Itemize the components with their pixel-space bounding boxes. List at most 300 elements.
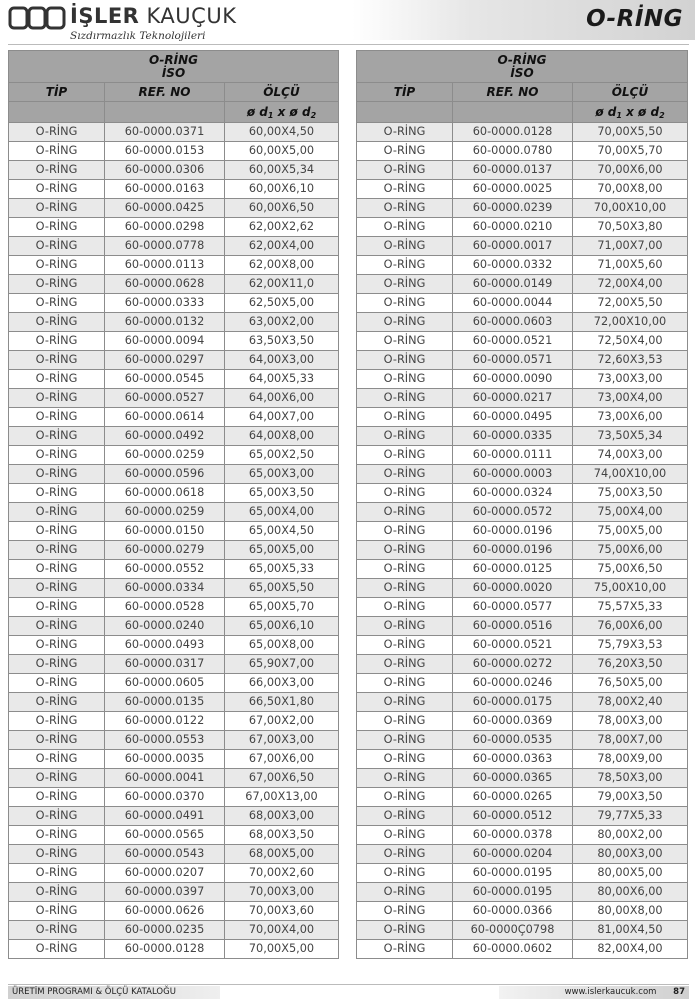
cell-type: O-RİNG (9, 845, 105, 864)
oring-table-left (8, 50, 339, 959)
cell-ref-no: 60-0000.0371 (105, 123, 225, 142)
table-row (9, 275, 339, 294)
cell-type: O-RİNG (357, 902, 453, 921)
page-title: O-RİNG (586, 6, 683, 32)
cell-type: O-RİNG (9, 123, 105, 142)
cell-size: 63,00X2,00 (225, 313, 339, 332)
table-row (357, 465, 688, 484)
cell-size: 75,79X3,53 (573, 636, 688, 655)
cell-type: O-RİNG (357, 275, 453, 294)
cell-type: O-RİNG (357, 655, 453, 674)
cell-type: O-RİNG (9, 180, 105, 199)
cell-size: 80,00X2,00 (573, 826, 688, 845)
cell-ref-no: 60-0000.0495 (453, 408, 573, 427)
table-row (9, 617, 339, 636)
column-header-ref: REF. NO (105, 83, 225, 102)
table-row (9, 845, 339, 864)
cell-ref-no: 60-0000.0565 (105, 826, 225, 845)
cell-size: 67,00X6,50 (225, 769, 339, 788)
website-link[interactable]: www.islerkaucuk.com (564, 987, 657, 997)
cell-ref-no: 60-0000.0628 (105, 275, 225, 294)
cell-type: O-RİNG (9, 902, 105, 921)
cell-ref-no: 60-0000.0128 (105, 940, 225, 959)
cell-ref-no: 60-0000.0535 (453, 731, 573, 750)
cell-type: O-RİNG (357, 199, 453, 218)
cell-ref-no: 60-0000.0149 (453, 275, 573, 294)
cell-ref-no: 60-0000.0365 (453, 769, 573, 788)
cell-type: O-RİNG (9, 940, 105, 959)
cell-size: 63,50X3,50 (225, 332, 339, 351)
cell-size: 72,00X10,00 (573, 313, 688, 332)
cell-type: O-RİNG (357, 484, 453, 503)
cell-size: 75,00X6,50 (573, 560, 688, 579)
cell-ref-no: 60-0000.0366 (453, 902, 573, 921)
cell-ref-no: 60-0000.0044 (453, 294, 573, 313)
cell-type: O-RİNG (357, 427, 453, 446)
cell-type: O-RİNG (9, 883, 105, 902)
cell-size: 68,00X5,00 (225, 845, 339, 864)
column-header-size: ÖLÇÜ (225, 83, 339, 102)
cell-type: O-RİNG (9, 674, 105, 693)
table-row (9, 522, 339, 541)
table-row (9, 142, 339, 161)
table-row (357, 902, 688, 921)
cell-size: 62,00X8,00 (225, 256, 339, 275)
cell-type: O-RİNG (357, 332, 453, 351)
cell-size: 78,50X3,00 (573, 769, 688, 788)
cell-ref-no: 60-0000.0596 (105, 465, 225, 484)
cell-ref-no: 60-0000.0094 (105, 332, 225, 351)
brand-logo (8, 4, 328, 44)
table-row (9, 256, 339, 275)
table-row (9, 693, 339, 712)
cell-ref-no: 60-0000.0493 (105, 636, 225, 655)
table-row (9, 883, 339, 902)
cell-type: O-RİNG (357, 351, 453, 370)
table-row (357, 503, 688, 522)
cell-ref-no: 60-0000.0370 (105, 788, 225, 807)
cell-type: O-RİNG (357, 313, 453, 332)
cell-ref-no: 60-0000.0626 (105, 902, 225, 921)
table-row (9, 807, 339, 826)
cell-ref-no: 60-0000.0239 (453, 199, 573, 218)
cell-ref-no: 60-0000.0035 (105, 750, 225, 769)
cell-type: O-RİNG (357, 465, 453, 484)
cell-type: O-RİNG (357, 522, 453, 541)
table-row (9, 351, 339, 370)
cell-size: 60,00X5,00 (225, 142, 339, 161)
table-row (9, 427, 339, 446)
cell-ref-no: 60-0000.0297 (105, 351, 225, 370)
cell-type: O-RİNG (9, 313, 105, 332)
cell-type: O-RİNG (9, 351, 105, 370)
cell-type: O-RİNG (9, 199, 105, 218)
cell-ref-no: 60-0000.0335 (453, 427, 573, 446)
cell-ref-no: 60-0000.0259 (105, 503, 225, 522)
table-row (357, 636, 688, 655)
header-divider (8, 44, 689, 45)
table-row (9, 408, 339, 427)
column-header-size: ÖLÇÜ (573, 83, 688, 102)
size-formula: ø $d_1$ x ø $d_2$ (225, 102, 339, 123)
cell-ref-no: 60-0000.0553 (105, 731, 225, 750)
table-row (9, 199, 339, 218)
cell-ref-no: 60-0000.0163 (105, 180, 225, 199)
cell-ref-no: 60-0000.0333 (105, 294, 225, 313)
cell-ref-no: 60-0000.0552 (105, 560, 225, 579)
title-band (352, 0, 695, 40)
cell-type: O-RİNG (357, 864, 453, 883)
table-row (357, 389, 688, 408)
cell-type: O-RİNG (9, 769, 105, 788)
cell-ref-no: 60-0000.0003 (453, 465, 573, 484)
cell-ref-no: 60-0000.0196 (453, 522, 573, 541)
cell-ref-no: 60-0000.0204 (453, 845, 573, 864)
table-row (9, 750, 339, 769)
cell-ref-no: 60-0000.0491 (105, 807, 225, 826)
cell-type: O-RİNG (357, 560, 453, 579)
table-row (357, 332, 688, 351)
cell-ref-no: 60-0000.0298 (105, 218, 225, 237)
cell-size: 64,00X3,00 (225, 351, 339, 370)
blank-header-cell (357, 102, 453, 123)
table-row (357, 313, 688, 332)
cell-type: O-RİNG (357, 693, 453, 712)
cell-size: 67,00X13,00 (225, 788, 339, 807)
table-row (357, 655, 688, 674)
cell-size: 70,00X3,60 (225, 902, 339, 921)
table-row (9, 598, 339, 617)
cell-size: 65,90X7,00 (225, 655, 339, 674)
cell-size: 65,00X8,00 (225, 636, 339, 655)
cell-size: 79,77X5,33 (573, 807, 688, 826)
cell-size: 82,00X4,00 (573, 940, 688, 959)
cell-size: 75,00X3,50 (573, 484, 688, 503)
table-row (9, 902, 339, 921)
cell-type: O-RİNG (357, 731, 453, 750)
table-row (357, 731, 688, 750)
cell-type: O-RİNG (357, 826, 453, 845)
cell-type: O-RİNG (9, 465, 105, 484)
cell-size: 73,00X3,00 (573, 370, 688, 389)
cell-type: O-RİNG (357, 617, 453, 636)
cell-size: 70,00X4,00 (225, 921, 339, 940)
cell-ref-no: 60-0000.0332 (453, 256, 573, 275)
cell-ref-no: 60-0000.0572 (453, 503, 573, 522)
footer-info (499, 986, 689, 999)
table-row (9, 161, 339, 180)
cell-ref-no: 60-0000.0543 (105, 845, 225, 864)
cell-ref-no: 60-0000.0614 (105, 408, 225, 427)
cell-type: O-RİNG (357, 845, 453, 864)
cell-ref-no: 60-0000.0397 (105, 883, 225, 902)
cell-size: 70,00X8,00 (573, 180, 688, 199)
cell-size: 64,00X8,00 (225, 427, 339, 446)
table-row (357, 484, 688, 503)
table-row (357, 845, 688, 864)
cell-ref-no: 60-0000.0516 (453, 617, 573, 636)
cell-ref-no: 60-0000.0259 (105, 446, 225, 465)
cell-type: O-RİNG (9, 541, 105, 560)
table-row (9, 218, 339, 237)
table-row (9, 864, 339, 883)
brand-tagline: Sızdırmazlık Teknolojileri (70, 30, 206, 42)
table-row (357, 446, 688, 465)
table-row (9, 503, 339, 522)
page-number: 87 (673, 987, 685, 997)
cell-type: O-RİNG (357, 598, 453, 617)
cell-size: 72,50X4,00 (573, 332, 688, 351)
cell-ref-no: 60-0000Ç0798 (453, 921, 573, 940)
cell-size: 75,00X10,00 (573, 579, 688, 598)
table-row (357, 940, 688, 959)
cell-ref-no: 60-0000.0527 (105, 389, 225, 408)
cell-type: O-RİNG (357, 142, 453, 161)
table-row (357, 674, 688, 693)
cell-type: O-RİNG (9, 693, 105, 712)
table-row (9, 731, 339, 750)
cell-type: O-RİNG (9, 617, 105, 636)
table-row (357, 180, 688, 199)
cell-ref-no: 60-0000.0778 (105, 237, 225, 256)
table-row (357, 199, 688, 218)
cell-size: 70,00X3,00 (225, 883, 339, 902)
footer-divider (8, 984, 689, 985)
cell-type: O-RİNG (357, 579, 453, 598)
cell-type: O-RİNG (9, 731, 105, 750)
cell-size: 70,00X2,60 (225, 864, 339, 883)
cell-ref-no: 60-0000.0545 (105, 370, 225, 389)
cell-size: 70,00X5,70 (573, 142, 688, 161)
cell-type: O-RİNG (9, 275, 105, 294)
table-row (357, 750, 688, 769)
cell-size: 60,00X6,10 (225, 180, 339, 199)
cell-type: O-RİNG (9, 522, 105, 541)
cell-ref-no: 60-0000.0334 (105, 579, 225, 598)
table-row (9, 446, 339, 465)
cell-ref-no: 60-0000.0363 (453, 750, 573, 769)
table-row (9, 465, 339, 484)
table-row (357, 617, 688, 636)
cell-ref-no: 60-0000.0246 (453, 674, 573, 693)
cell-ref-no: 60-0000.0020 (453, 579, 573, 598)
table-row (357, 142, 688, 161)
cell-type: O-RİNG (357, 807, 453, 826)
table-row (357, 294, 688, 313)
table-row (9, 389, 339, 408)
cell-size: 67,00X3,00 (225, 731, 339, 750)
cell-size: 81,00X4,50 (573, 921, 688, 940)
table-row (9, 237, 339, 256)
cell-type: O-RİNG (357, 123, 453, 142)
table-row (9, 560, 339, 579)
cell-size: 62,00X4,00 (225, 237, 339, 256)
cell-ref-no: 60-0000.0265 (453, 788, 573, 807)
cell-type: O-RİNG (9, 750, 105, 769)
cell-ref-no: 60-0000.0317 (105, 655, 225, 674)
cell-type: O-RİNG (357, 218, 453, 237)
table-row (9, 826, 339, 845)
cell-type: O-RİNG (9, 218, 105, 237)
cell-size: 65,00X3,00 (225, 465, 339, 484)
cell-size: 71,00X5,60 (573, 256, 688, 275)
cell-size: 80,00X5,00 (573, 864, 688, 883)
table-row (357, 256, 688, 275)
cell-ref-no: 60-0000.0324 (453, 484, 573, 503)
cell-ref-no: 60-0000.0618 (105, 484, 225, 503)
cell-ref-no: 60-0000.0571 (453, 351, 573, 370)
cell-ref-no: 60-0000.0425 (105, 199, 225, 218)
cell-size: 64,00X5,33 (225, 370, 339, 389)
cell-type: O-RİNG (357, 541, 453, 560)
cell-ref-no: 60-0000.0195 (453, 883, 573, 902)
cell-size: 73,50X5,34 (573, 427, 688, 446)
cell-ref-no: 60-0000.0210 (453, 218, 573, 237)
table-row (9, 332, 339, 351)
cell-size: 75,57X5,33 (573, 598, 688, 617)
cell-size: 66,00X3,00 (225, 674, 339, 693)
cell-size: 67,00X6,00 (225, 750, 339, 769)
table-row (357, 522, 688, 541)
table-row (357, 560, 688, 579)
table-row (357, 123, 688, 142)
cell-type: O-RİNG (9, 655, 105, 674)
column-header-ref: REF. NO (453, 83, 573, 102)
cell-size: 65,00X5,00 (225, 541, 339, 560)
cell-type: O-RİNG (357, 256, 453, 275)
cell-size: 60,00X6,50 (225, 199, 339, 218)
cell-ref-no: 60-0000.0605 (105, 674, 225, 693)
table-title: O-RİNG İSO (357, 51, 688, 83)
cell-ref-no: 60-0000.0306 (105, 161, 225, 180)
table-row (9, 769, 339, 788)
cell-type: O-RİNG (357, 503, 453, 522)
cell-type: O-RİNG (9, 598, 105, 617)
blank-header-cell (453, 102, 573, 123)
cell-type: O-RİNG (357, 237, 453, 256)
cell-type: O-RİNG (9, 389, 105, 408)
cell-ref-no: 60-0000.0272 (453, 655, 573, 674)
cell-type: O-RİNG (9, 560, 105, 579)
table-row (357, 161, 688, 180)
cell-size: 72,00X5,50 (573, 294, 688, 313)
cell-size: 74,00X3,00 (573, 446, 688, 465)
cell-size: 80,00X8,00 (573, 902, 688, 921)
cell-size: 62,50X5,00 (225, 294, 339, 313)
blank-header-cell (9, 102, 105, 123)
table-row (9, 921, 339, 940)
table-row (357, 807, 688, 826)
cell-ref-no: 60-0000.0025 (453, 180, 573, 199)
cell-type: O-RİNG (9, 446, 105, 465)
cell-size: 60,00X4,50 (225, 123, 339, 142)
cell-type: O-RİNG (357, 389, 453, 408)
cell-size: 65,00X3,50 (225, 484, 339, 503)
table-row (9, 712, 339, 731)
table-row (357, 788, 688, 807)
cell-size: 72,60X3,53 (573, 351, 688, 370)
cell-type: O-RİNG (357, 674, 453, 693)
cell-ref-no: 60-0000.0235 (105, 921, 225, 940)
table-row (357, 218, 688, 237)
oring-table-right (356, 50, 688, 959)
cell-type: O-RİNG (357, 940, 453, 959)
cell-size: 72,00X4,00 (573, 275, 688, 294)
cell-size: 62,00X11,0 (225, 275, 339, 294)
cell-type: O-RİNG (9, 921, 105, 940)
table-row (357, 427, 688, 446)
column-header-type: TİP (357, 83, 453, 102)
table-row (357, 370, 688, 389)
cell-type: O-RİNG (9, 332, 105, 351)
cell-size: 75,00X6,00 (573, 541, 688, 560)
cell-ref-no: 60-0000.0577 (453, 598, 573, 617)
cell-size: 80,00X3,00 (573, 845, 688, 864)
cell-type: O-RİNG (357, 294, 453, 313)
cell-type: O-RİNG (9, 807, 105, 826)
table-row (9, 636, 339, 655)
cell-type: O-RİNG (9, 788, 105, 807)
brand-name: İŞLER KAUÇUK (70, 4, 237, 28)
cell-ref-no: 60-0000.0017 (453, 237, 573, 256)
cell-size: 65,00X4,50 (225, 522, 339, 541)
cell-type: O-RİNG (357, 180, 453, 199)
table-row (9, 579, 339, 598)
cell-type: O-RİNG (9, 408, 105, 427)
cell-size: 80,00X6,00 (573, 883, 688, 902)
cell-size: 64,00X7,00 (225, 408, 339, 427)
cell-size: 67,00X2,00 (225, 712, 339, 731)
cell-size: 68,00X3,00 (225, 807, 339, 826)
table-row (9, 541, 339, 560)
table-row (357, 712, 688, 731)
cell-ref-no: 60-0000.0240 (105, 617, 225, 636)
cell-ref-no: 60-0000.0195 (453, 864, 573, 883)
table-row (357, 579, 688, 598)
cell-ref-no: 60-0000.0602 (453, 940, 573, 959)
cell-type: O-RİNG (9, 579, 105, 598)
cell-size: 65,00X5,33 (225, 560, 339, 579)
table-title: O-RİNG İSO (9, 51, 339, 83)
table-row (9, 370, 339, 389)
cell-ref-no: 60-0000.0113 (105, 256, 225, 275)
cell-type: O-RİNG (9, 636, 105, 655)
cell-size: 78,00X2,40 (573, 693, 688, 712)
cell-ref-no: 60-0000.0041 (105, 769, 225, 788)
cell-size: 75,00X5,00 (573, 522, 688, 541)
cell-size: 70,00X10,00 (573, 199, 688, 218)
cell-type: O-RİNG (9, 237, 105, 256)
cell-size: 76,50X5,00 (573, 674, 688, 693)
cell-size: 68,00X3,50 (225, 826, 339, 845)
cell-ref-no: 60-0000.0207 (105, 864, 225, 883)
cell-ref-no: 60-0000.0135 (105, 693, 225, 712)
cell-type: O-RİNG (357, 750, 453, 769)
cell-size: 64,00X6,00 (225, 389, 339, 408)
table-row (9, 484, 339, 503)
table-row (9, 655, 339, 674)
cell-ref-no: 60-0000.0132 (105, 313, 225, 332)
table-row (9, 180, 339, 199)
cell-ref-no: 60-0000.0150 (105, 522, 225, 541)
table-row (357, 408, 688, 427)
cell-ref-no: 60-0000.0122 (105, 712, 225, 731)
cell-type: O-RİNG (9, 712, 105, 731)
table-row (357, 275, 688, 294)
blank-header-cell (105, 102, 225, 123)
cell-ref-no: 60-0000.0125 (453, 560, 573, 579)
table-row (9, 313, 339, 332)
